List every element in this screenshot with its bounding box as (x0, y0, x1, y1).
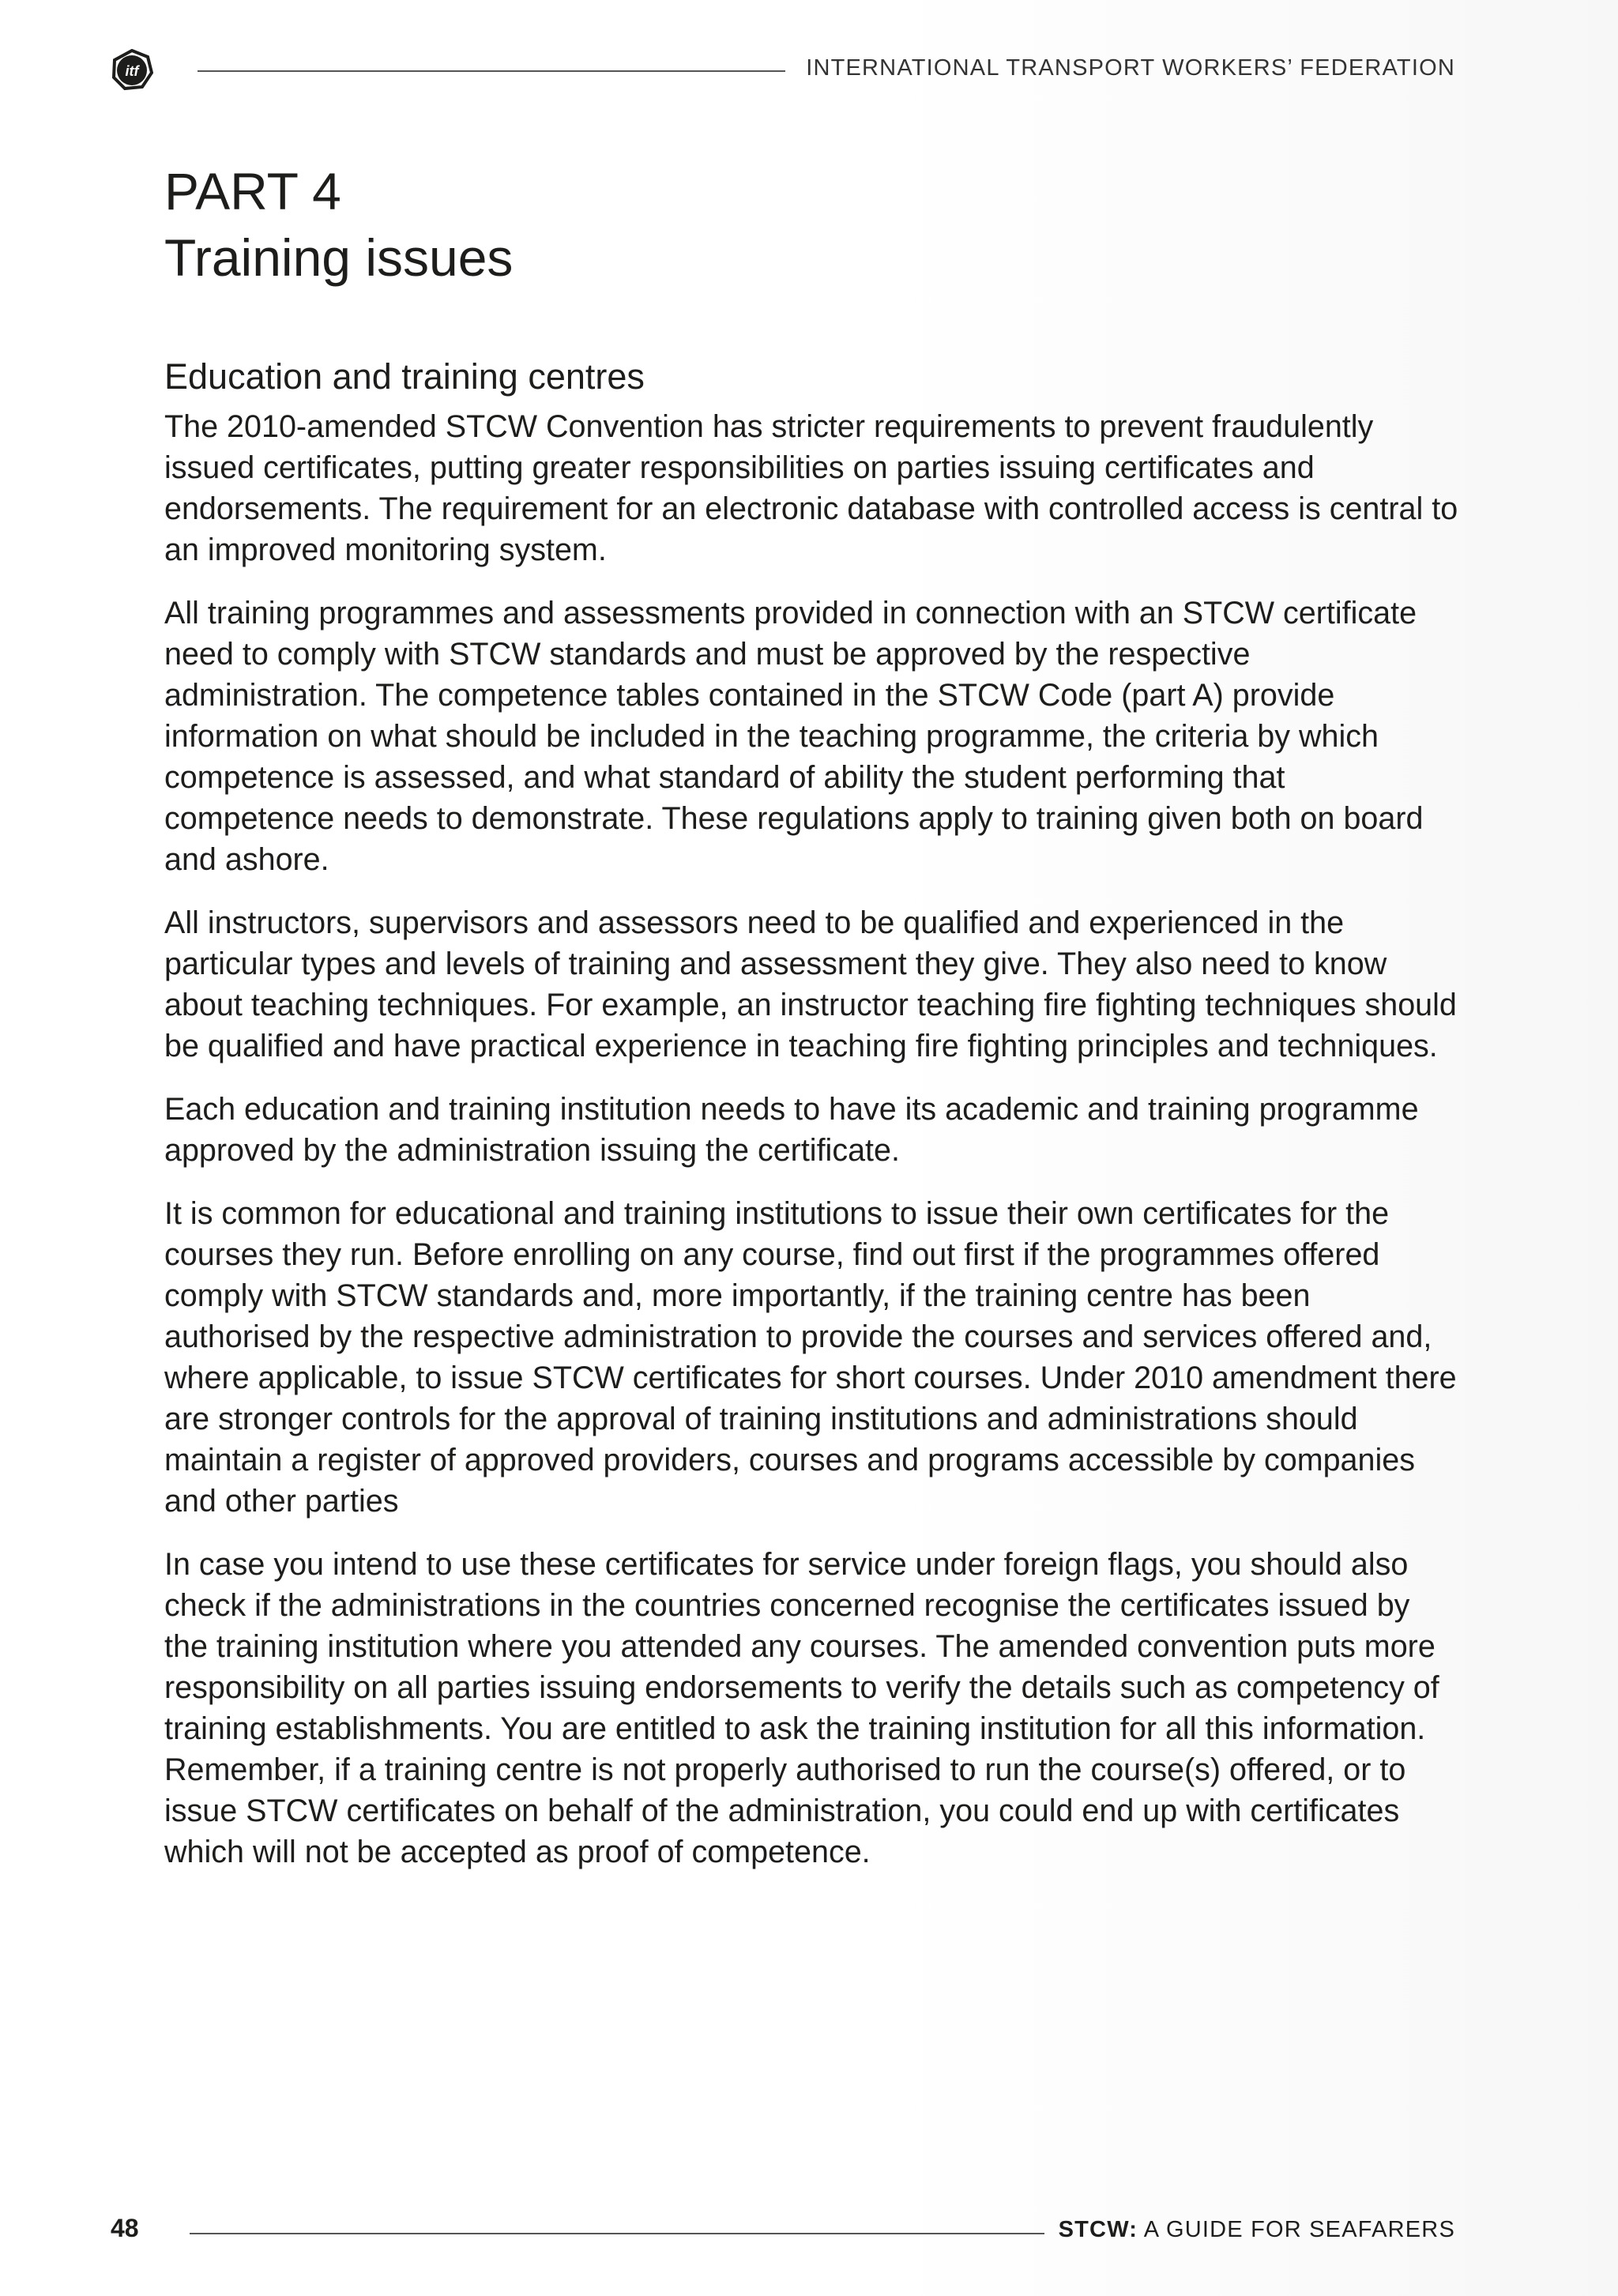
footer-guide-rest: A GUIDE FOR SEAFARERS (1138, 2217, 1455, 2242)
paragraph: Each education and training institution needs to have its academic and training programme approved by the administration issuing the certificate. (164, 1092, 1419, 1168)
paragraph: All instructors, supervisors and assessors need to be qualified and experienced in the particular types and levels of training and assessment they give. They also need to know about teaching techniques. For example, an instructor teaching fire fighting techniques should be qualified and have practical experience in teaching fire fighting principles and techniques. (164, 905, 1457, 1063)
paragraph: It is common for educational and training institutions to issue their own certificates for the courses they run. Before enrolling on any course, find out first if the programmes offered comply with STCW standards and, more importantly, if the training centre has been authorised by the respective administration to provide the courses and services offered and, where applicable, to issue STCW certificates for short courses. Under 2010 amendment there are stronger controls for the approval of training institutions and administrations should maintain a register of approved providers, courses and programs accessible by companies and other parties (164, 1196, 1457, 1519)
header-rule (198, 70, 785, 72)
footer-guide-title (1059, 2217, 1455, 2243)
main-content (164, 351, 1460, 1895)
page-number: 48 (111, 2214, 139, 2242)
footer-rule (190, 2233, 1044, 2234)
page-title (164, 158, 513, 291)
section-heading: Education and training centres (164, 356, 645, 397)
footer-guide-strong: STCW: (1058, 2217, 1138, 2242)
part-subtitle: Training issues (164, 228, 514, 287)
paragraph: All training programmes and assessments provided in connection with an STCW certificate need to comply with STCW standards and must be approved by the respective administration. The competence tables contained in the STCW Code (part A) provide information on what should be included in the teaching programme, the criteria by which competence is assessed, and what standard of ability the student performing that competence needs to demonstrate. These regulations apply to training given both on board and ashore. (164, 596, 1424, 877)
paragraph: In case you intend to use these certificates for service under foreign flags, you should also check if the administrations in the countries concerned recognise the certificates issued by the training institution where you attended any courses. The amended convention puts more responsibility on all parties issuing endorsements to verify the details such as competency of training establishments. You are entitled to ask the training institution for all this information. Remember, if a training centre is not properly authorised to run the course(s) offered, or to issue STCW certificates on behalf of the administration, you could end up with certificates which will not be accepted as proof of competence. (164, 1547, 1439, 1869)
header-organization: INTERNATIONAL TRANSPORT WORKERS’ FEDERATION (806, 55, 1455, 81)
paragraph: The 2010-amended STCW Convention has stricter requirements to prevent fraudulently issued certificates, putting greater responsibilities on parties issuing certificates and endorsements. The requirement for an electronic database with controlled access is central to an improved monitoring system. (164, 409, 1458, 567)
part-number: PART 4 (164, 162, 341, 220)
svg-text:itf: itf (125, 63, 139, 79)
itf-logo-icon (111, 49, 153, 92)
